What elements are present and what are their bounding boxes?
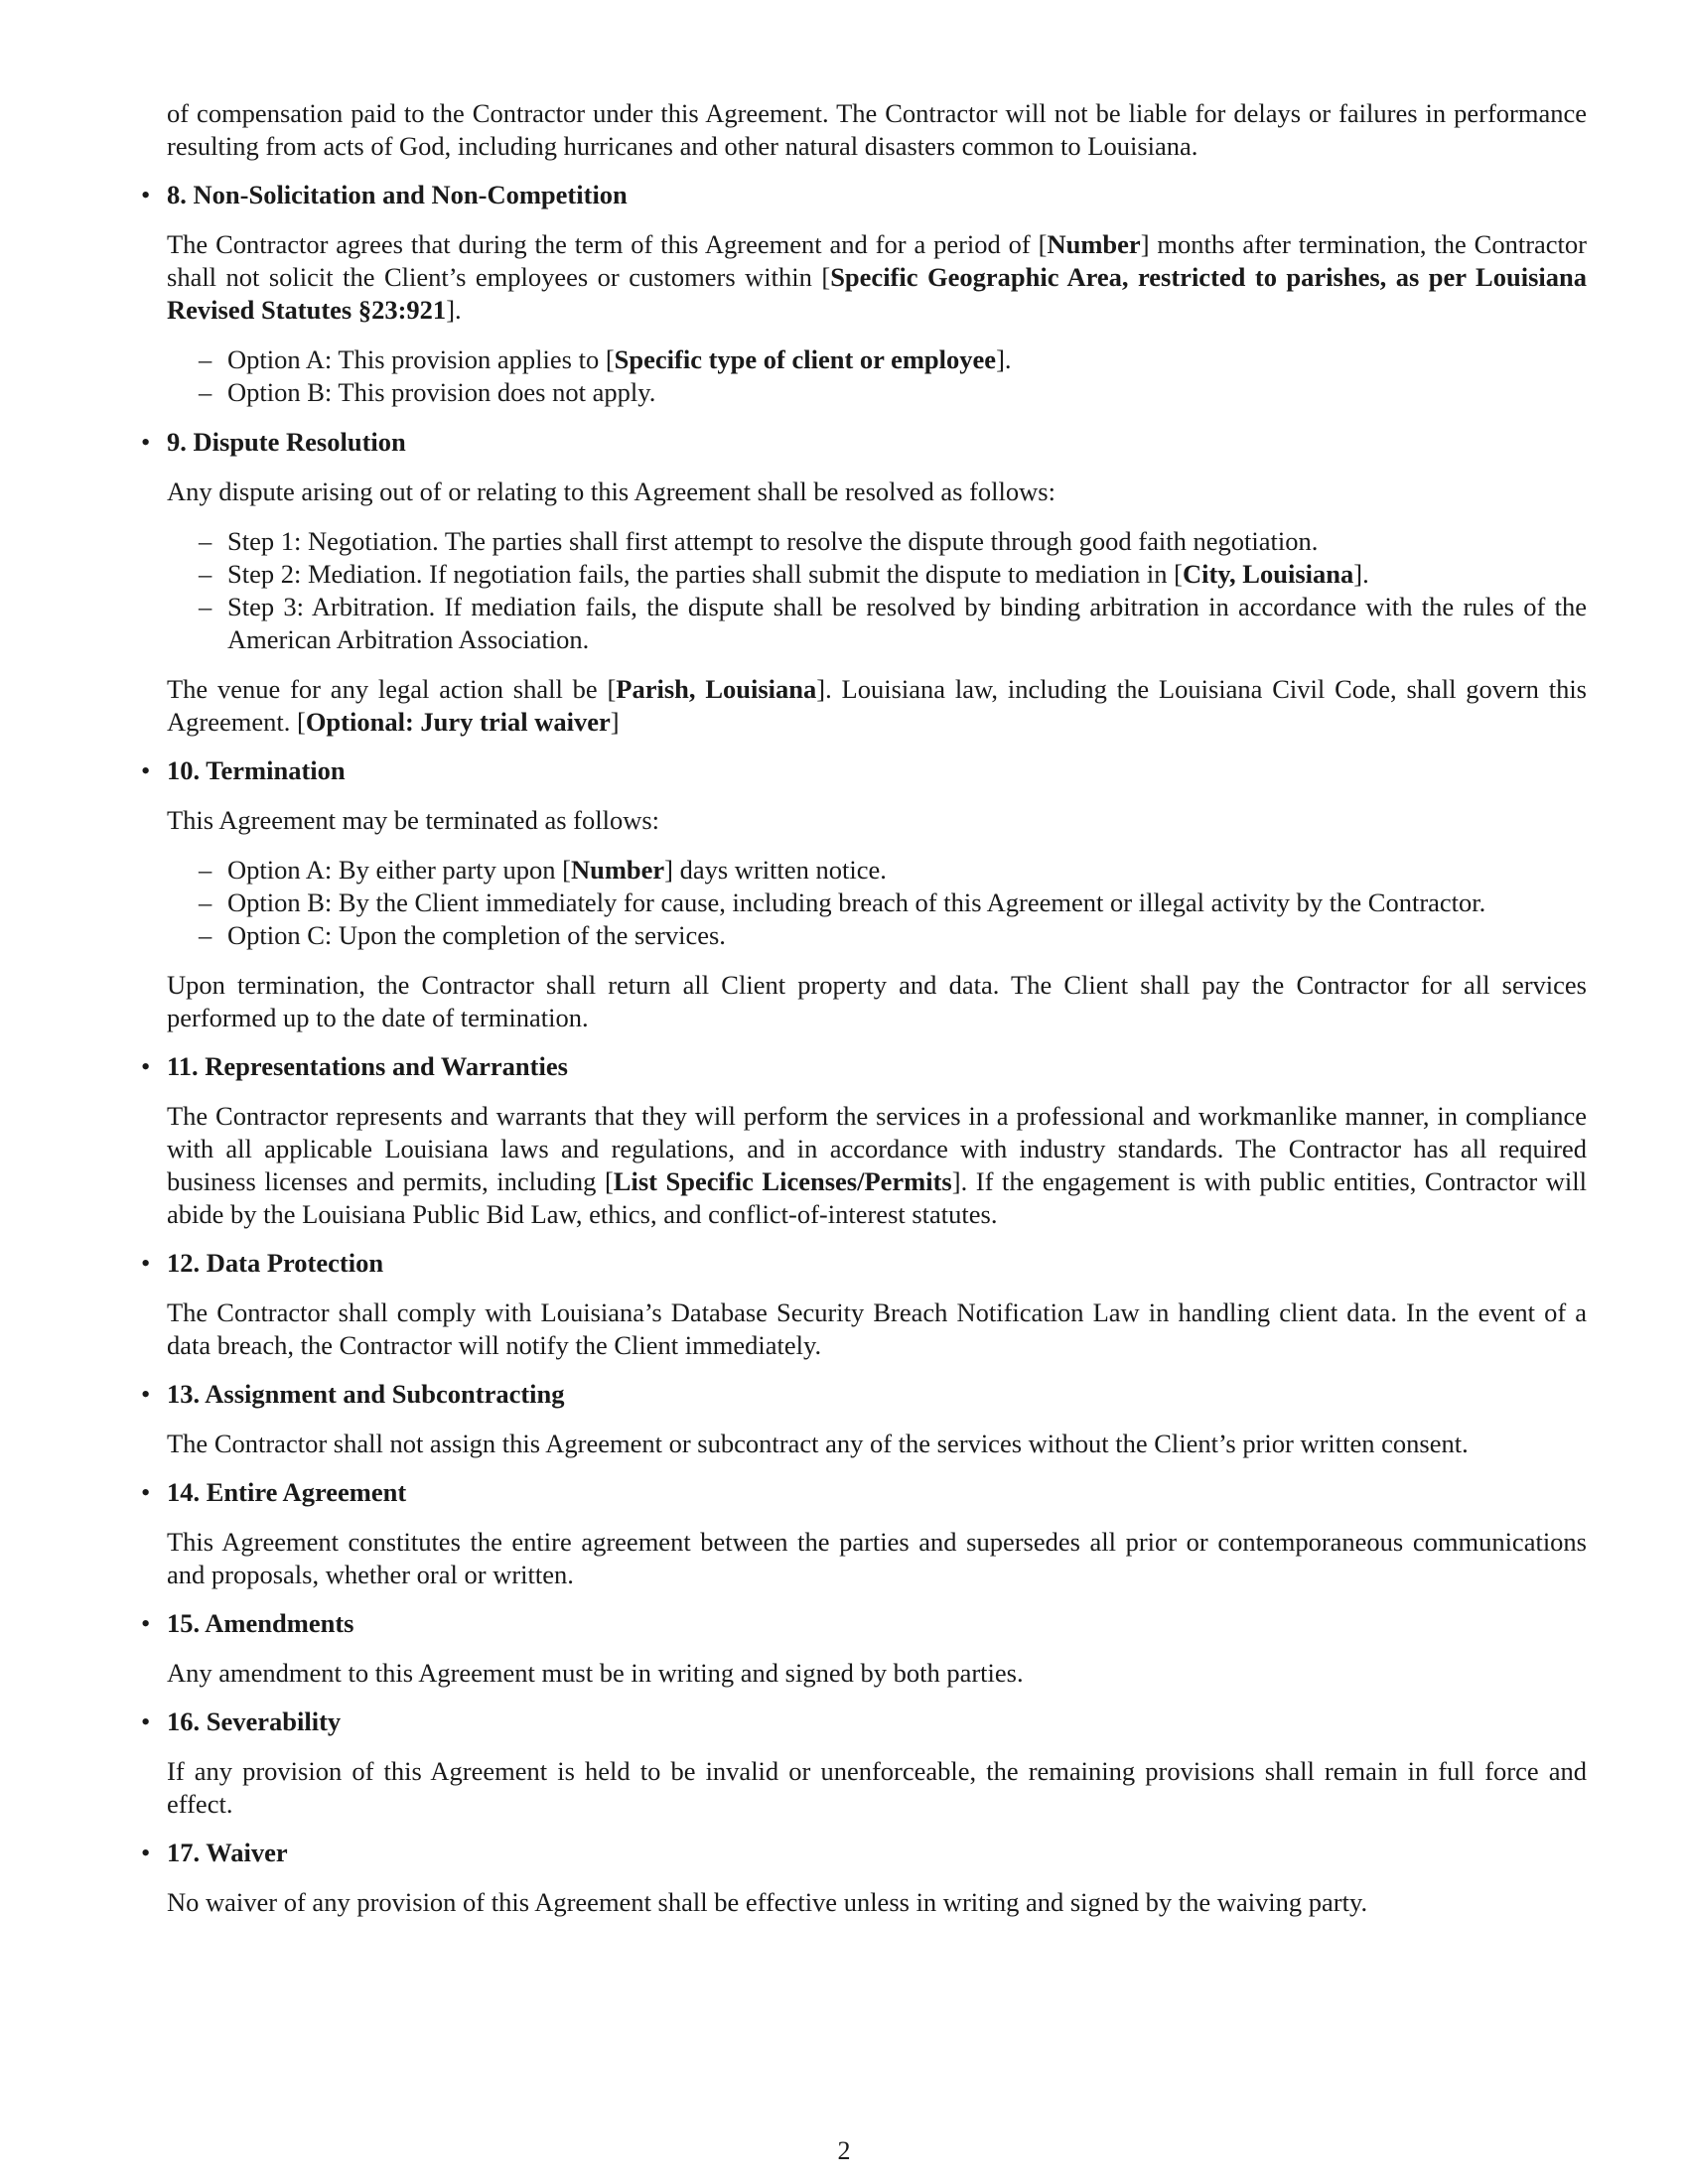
section-17 [141, 1837, 1587, 1919]
section-8 [141, 179, 1587, 409]
section-17-paragraph: No waiver of any provision of this Agreement shall be effective unless in writing and signed by the waiving party. [167, 1887, 1368, 1917]
section-13-title: 13. Assignment and Subcontracting [167, 1379, 565, 1409]
dash-icon: – [199, 592, 212, 621]
bullet-icon: • [141, 1248, 151, 1278]
list-item [167, 591, 1587, 656]
text-run: ] months after termination, the Contractor shall not solicit the Client’s employees or customers within [ [167, 229, 1587, 292]
section-8-options [167, 343, 1587, 409]
section-14-title: 14. Entire Agreement [167, 1477, 407, 1507]
section-heading [141, 426, 1587, 459]
text-run: ]. [446, 295, 462, 325]
placeholder-geographic-area: Specific Geographic Area, restricted to parishes, as per Louisiana Revised Statutes §23:921 [167, 262, 1587, 325]
placeholder-number: Number [570, 855, 665, 885]
section-15-paragraph: Any amendment to this Agreement must be in writing and signed by both parties. [167, 1658, 1024, 1688]
text-run: Step 1: Negotiation. The parties shall first attempt to resolve the dispute through good faith negotiation. [227, 526, 1319, 556]
text-run: Option C: Upon the completion of the services. [227, 920, 726, 950]
section-9-paragraph: Any dispute arising out of or relating to this Agreement shall be resolved as follows: [167, 477, 1055, 506]
dash-icon: – [199, 526, 212, 556]
text-run: The Contractor represents and warrants that they will perform the services in a professional and workmanlike manner, in compliance with all applicable Louisiana laws and regulations, and in accordance with industry standards. The Contractor has all required business licenses and permits, including [ [167, 1101, 1587, 1196]
bullet-icon: • [141, 1477, 151, 1507]
text-run: The venue for any legal action shall be [ [167, 674, 617, 704]
section-16-paragraph: If any provision of this Agreement is held to be invalid or unenforceable, the remaining provisions shall remain in full force and effect. [167, 1756, 1587, 1819]
section-heading [141, 1050, 1587, 1083]
text-run: ]. Louisiana law, including the Louisiana Civil Code, shall govern this Agreement. [ [167, 674, 1587, 737]
list-item [167, 854, 1587, 887]
dash-icon: – [199, 377, 212, 407]
text-run: Step 2: Mediation. If negotiation fails, the parties shall submit the dispute to mediation in [ [227, 559, 1183, 589]
section-16-title: 16. Severability [167, 1706, 342, 1736]
text-run: Step 3: Arbitration. If mediation fails, the dispute shall be resolved by binding arbitration in accordance with the rules of the American Arbitration Association. [227, 592, 1587, 654]
text-run: ]. [996, 344, 1012, 374]
section-12-title: 12. Data Protection [167, 1248, 384, 1278]
section-16 [141, 1706, 1587, 1821]
text-run: Option A: This provision applies to [ [227, 344, 615, 374]
section-11-paragraph [167, 1100, 1587, 1231]
dash-icon: – [199, 559, 212, 589]
section-8-title: 8. Non-Solicitation and Non-Competition [167, 180, 628, 209]
section-10 [141, 754, 1587, 1034]
list-item [167, 376, 1587, 409]
dash-icon: – [199, 344, 212, 374]
section-heading [141, 1378, 1587, 1411]
section-10-title: 10. Termination [167, 755, 346, 785]
list-item [167, 919, 1587, 952]
section-heading [141, 1706, 1587, 1738]
text-run: ]. [1353, 559, 1369, 589]
bullet-icon: • [141, 755, 151, 785]
section-9 [141, 426, 1587, 739]
dash-icon: – [199, 887, 212, 917]
section-17-title: 17. Waiver [167, 1838, 288, 1867]
text-run: Option B: This provision does not apply. [227, 377, 656, 407]
bullet-icon: • [141, 1379, 151, 1409]
bullet-icon: • [141, 180, 151, 209]
bullet-icon: • [141, 1051, 151, 1081]
section-heading [141, 754, 1587, 787]
placeholder-client-type: Specific type of client or employee [614, 344, 997, 374]
text-run: Option B: By the Client immediately for cause, including breach of this Agreement or illegal activity by the Contractor. [227, 887, 1486, 917]
placeholder-jury-waiver: Optional: Jury trial waiver [305, 707, 611, 737]
section-12 [141, 1247, 1587, 1362]
section-9-venue-paragraph [167, 673, 1587, 739]
dash-icon: – [199, 920, 212, 950]
section-13 [141, 1378, 1587, 1460]
section-9-title: 9. Dispute Resolution [167, 427, 406, 457]
page-number: 2 [837, 2136, 851, 2165]
text-run: ]. If the engagement is with public entities, Contractor will abide by the Louisiana Public Bid Law, ethics, and conflict-of-interest statutes. [167, 1166, 1588, 1229]
section-11 [141, 1050, 1588, 1231]
section-15-title: 15. Amendments [167, 1608, 354, 1638]
section-heading [141, 1607, 1587, 1640]
section-8-paragraph [167, 228, 1587, 327]
section-heading [141, 1247, 1587, 1280]
list-item [167, 343, 1587, 376]
section-11-title: 11. Representations and Warranties [167, 1051, 568, 1081]
list-item [167, 558, 1587, 591]
section-12-paragraph: The Contractor shall comply with Louisiana’s Database Security Breach Notification Law in handling client data. In the event of a data breach, the Contractor will notify the Client immediately. [167, 1297, 1587, 1360]
section-heading [141, 179, 1587, 211]
section-heading [141, 1476, 1587, 1509]
section-9-steps [167, 525, 1587, 656]
text-run: ] days written notice. [664, 855, 887, 885]
section-heading [141, 1837, 1587, 1869]
bullet-icon: • [141, 1608, 151, 1638]
section-15 [141, 1607, 1587, 1690]
text-run: Option A: By either party upon [ [227, 855, 571, 885]
section-10-options [167, 854, 1587, 952]
document-page [141, 97, 1588, 1935]
text-run: The Contractor agrees that during the term of this Agreement and for a period of [ [167, 229, 1048, 259]
text-run: ] [610, 707, 620, 737]
placeholder-number: Number [1047, 229, 1141, 259]
dash-icon: – [199, 855, 212, 885]
list-item [167, 887, 1587, 919]
placeholder-parish: Parish, Louisiana [616, 674, 817, 704]
bullet-icon: • [141, 1706, 151, 1736]
section-13-paragraph: The Contractor shall not assign this Agreement or subcontract any of the services without the Client’s prior written consent. [167, 1429, 1469, 1458]
placeholder-licenses: List Specific Licenses/Permits [613, 1166, 952, 1196]
bullet-icon: • [141, 1838, 151, 1867]
placeholder-city: City, Louisiana [1182, 559, 1354, 589]
section-10-paragraph: This Agreement may be terminated as follows: [167, 805, 660, 835]
list-item [167, 525, 1587, 558]
section-14-paragraph: This Agreement constitutes the entire agreement between the parties and supersedes all prior or contemporaneous communications and proposals, whether oral or written. [167, 1527, 1587, 1589]
intro-paragraph: of compensation paid to the Contractor under this Agreement. The Contractor will not be liable for delays or failures in performance resulting from acts of God, including hurricanes and other natural disasters common to Louisiana. [167, 98, 1587, 161]
section-14 [141, 1476, 1587, 1591]
bullet-icon: • [141, 427, 151, 457]
section-10-termination-paragraph: Upon termination, the Contractor shall return all Client property and data. The Client shall pay the Contractor for all services performed up to the date of termination. [167, 970, 1587, 1032]
